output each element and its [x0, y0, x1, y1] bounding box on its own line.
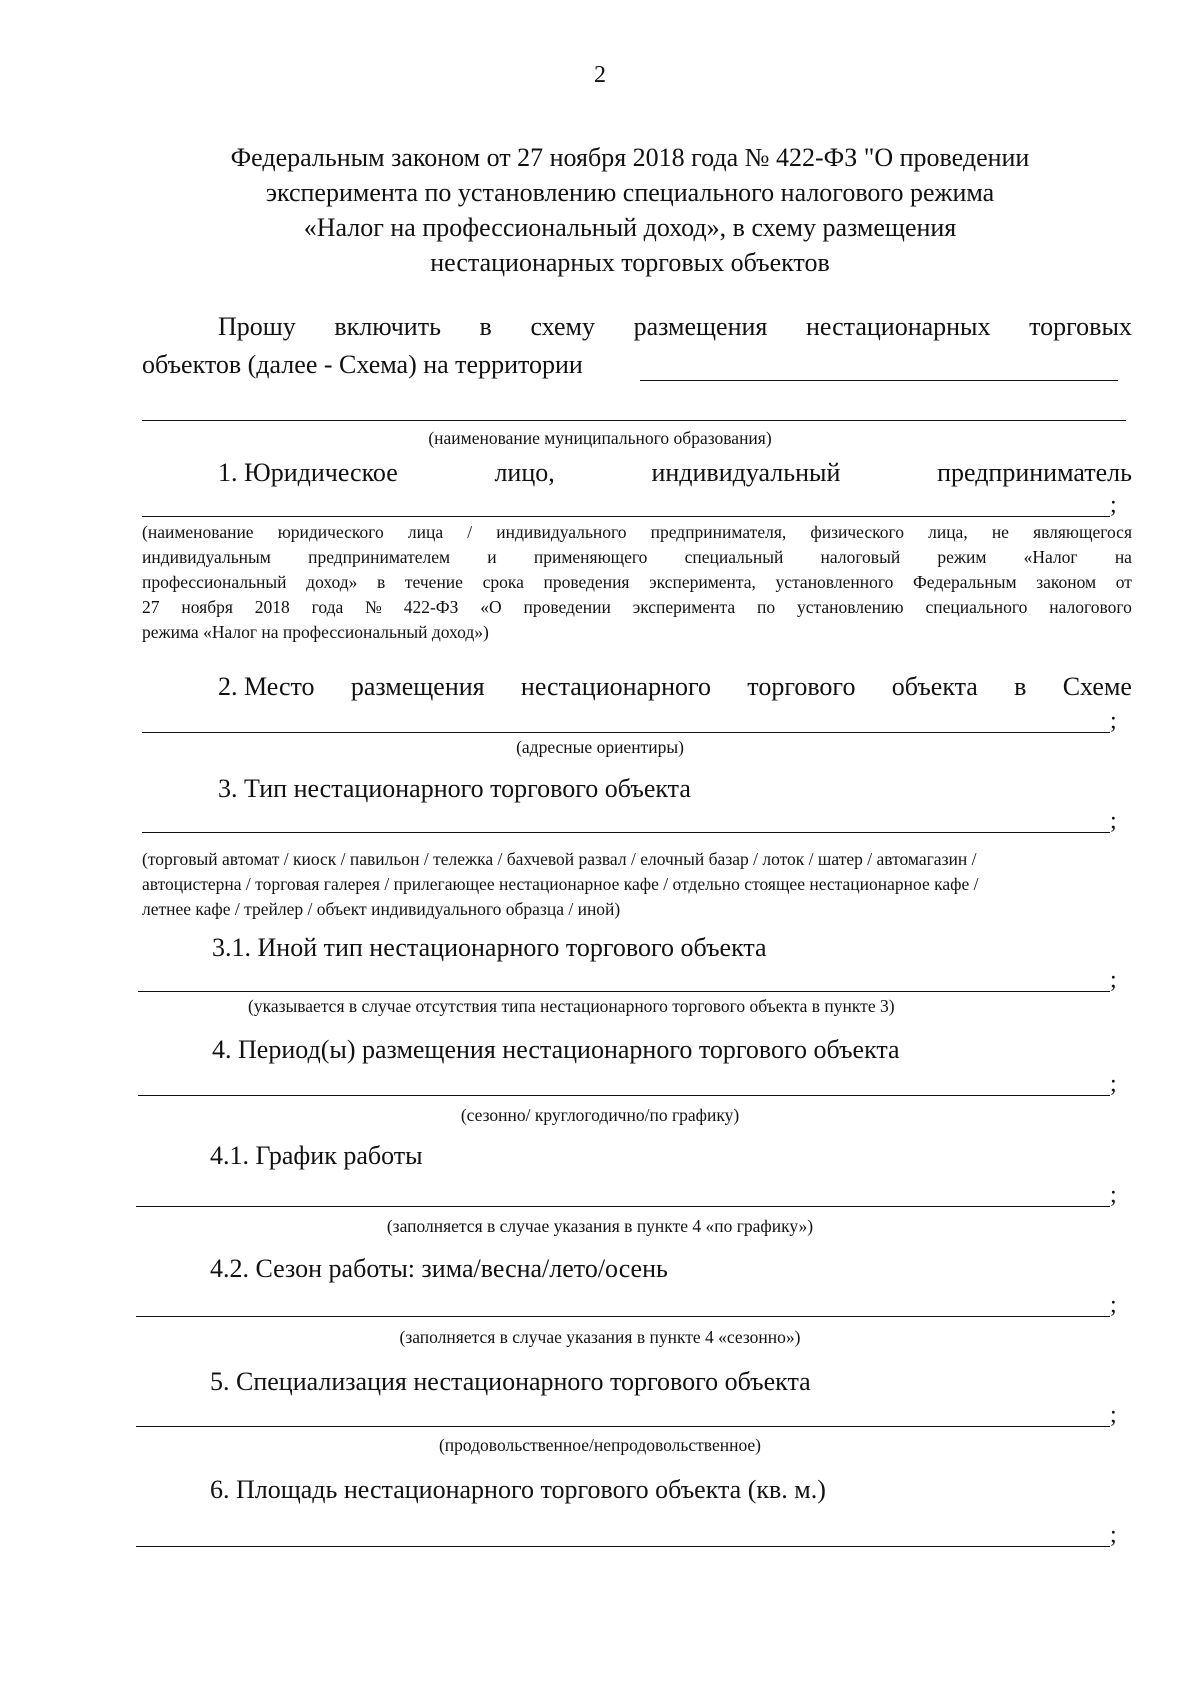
word: лица — [407, 522, 444, 542]
item-6-fill-line[interactable] — [136, 1546, 1110, 1547]
word: и — [487, 547, 497, 567]
item-2-fill-line[interactable] — [142, 732, 1110, 733]
item-4-heading: 4. Период(ы) размещения нестационарного торгового объекта — [212, 1035, 900, 1064]
word: № — [365, 597, 382, 617]
caption-line: летнее кафе / трейлер / объект индивидуального образца / иной) — [142, 899, 621, 919]
caption-line: режима «Налог на профессиональный доход») — [142, 622, 489, 642]
item-4-semicolon: ; — [1110, 1071, 1117, 1097]
word: 1. Юридическое — [218, 458, 398, 487]
item-4-2-heading: 4.2. Сезон работы: зима/весна/лето/осень — [210, 1254, 668, 1283]
word: индивидуальным — [142, 547, 271, 567]
word: налоговый — [820, 547, 901, 567]
word: ноября — [181, 597, 233, 617]
item-5-semicolon: ; — [1110, 1402, 1117, 1428]
word: применяющего — [533, 547, 648, 567]
item-5-caption: (продовольственное/непродовольственное) — [438, 1435, 762, 1455]
caption-line — [142, 595, 1132, 620]
word: 2018 — [254, 597, 290, 617]
word: 2. Место — [218, 672, 315, 701]
item-1-semicolon: ; — [1110, 492, 1117, 518]
caption-line — [142, 520, 1132, 545]
word: не — [991, 522, 1009, 542]
word: предпринимателем — [308, 547, 451, 567]
word: индивидуальный — [651, 458, 841, 487]
word: объекта — [891, 672, 978, 701]
word: нестационарного — [520, 672, 711, 701]
item-4-2-fill-line[interactable] — [136, 1316, 1110, 1317]
document-title — [130, 140, 1130, 280]
item-1-fill-line[interactable] — [142, 516, 1110, 517]
word: по — [757, 597, 776, 617]
word: в — [377, 572, 386, 592]
word: режим — [937, 547, 987, 567]
word: нестационарных — [806, 312, 991, 341]
word: установленного — [775, 572, 894, 592]
word: в — [479, 312, 492, 341]
word: «Налог — [1023, 547, 1078, 567]
title-line: нестационарных торговых объектов — [430, 248, 830, 277]
word: лицо, — [494, 458, 555, 487]
word: предпринимателя, — [650, 522, 787, 542]
item-6-semicolon: ; — [1110, 1522, 1117, 1548]
item-5-fill-line[interactable] — [136, 1426, 1110, 1427]
item-1-heading — [218, 458, 1132, 488]
item-1-caption — [142, 520, 1132, 645]
word: схему — [530, 312, 595, 341]
word: эксперимента — [632, 597, 736, 617]
municipality-fill-line[interactable] — [142, 420, 1126, 421]
word: физического — [810, 522, 904, 542]
word: проведении — [523, 597, 611, 617]
request-line-2: объектов (далее - Схема) на территории — [142, 350, 583, 379]
title-line: эксперимента по установлению специального налогового режима — [265, 178, 995, 207]
item-3-fill-line[interactable] — [142, 832, 1110, 833]
word: профессиональный — [142, 572, 287, 592]
word: юридического — [277, 522, 384, 542]
word: года — [311, 597, 344, 617]
word: 27 — [142, 597, 160, 617]
word: 422-ФЗ — [403, 597, 459, 617]
word: от — [1115, 572, 1132, 592]
word: доход» — [306, 572, 358, 592]
word: являющегося — [1033, 522, 1132, 542]
item-3-caption — [142, 847, 1132, 922]
word: / — [467, 522, 473, 542]
item-4-2-semicolon: ; — [1110, 1292, 1117, 1318]
word: на — [1114, 547, 1132, 567]
item-2-heading — [218, 672, 1132, 702]
item-3-1-semicolon: ; — [1110, 967, 1117, 993]
item-4-2-caption: (заполняется в случае указания в пункте 4 «сезонно») — [399, 1327, 801, 1347]
item-6-heading: 6. Площадь нестационарного торгового объекта (кв. м.) — [210, 1475, 826, 1504]
word: предприниматель — [937, 458, 1132, 487]
word: Схеме — [1062, 672, 1132, 701]
item-3-1-heading: 3.1. Иной тип нестационарного торгового объекта — [212, 933, 767, 962]
item-3-1-caption: (указывается в случае отсутствия типа нестационарного торгового объекта в пункте 3) — [248, 996, 895, 1016]
item-4-1-caption: (заполняется в случае указания в пункте 4 «по графику») — [386, 1216, 814, 1236]
word: течение — [404, 572, 463, 592]
item-3-1-fill-line[interactable] — [138, 991, 1110, 992]
page-number: 2 — [594, 62, 606, 88]
word: Прошу — [218, 312, 296, 341]
word: срока — [482, 572, 524, 592]
item-5-heading: 5. Специализация нестационарного торгового объекта — [210, 1367, 811, 1396]
caption-line: автоцистерна / торговая галерея / прилегающее нестационарное кафе / отдельно стоящее нестационарное кафе / — [142, 874, 979, 894]
word: торговых — [1029, 312, 1132, 341]
item-3-semicolon: ; — [1110, 808, 1117, 834]
word: торгового — [747, 672, 856, 701]
municipality-caption: (наименование муниципального образования) — [428, 428, 772, 448]
caption-line — [142, 545, 1132, 570]
territory-fill-line[interactable] — [640, 380, 1118, 381]
item-4-1-heading: 4.1. График работы — [210, 1141, 423, 1170]
title-line: «Налог на профессиональный доход», в схему размещения — [303, 213, 957, 242]
item-2-semicolon: ; — [1110, 708, 1117, 734]
caption-line: (торговый автомат / киоск / павильон / тележка / бахчевой развал / елочный базар / лоток / шатер / автомагазин / — [142, 849, 977, 869]
title-line: Федеральным законом от 27 ноября 2018 года № 422-ФЗ "О проведении — [230, 143, 1030, 172]
item-3-heading: 3. Тип нестационарного торгового объекта — [218, 774, 691, 803]
item-4-caption: (сезонно/ круглогодично/по графику) — [460, 1105, 740, 1125]
item-2-caption: (адресные ориентиры) — [516, 737, 684, 757]
caption-line — [142, 570, 1132, 595]
word: эксперимента, — [649, 572, 756, 592]
word: законом — [1036, 572, 1097, 592]
word: размещения — [633, 312, 768, 341]
word: специальный — [684, 547, 784, 567]
word: индивидуального — [496, 522, 627, 542]
item-4-1-fill-line[interactable] — [136, 1206, 1110, 1207]
word: включить — [334, 312, 441, 341]
word: (наименование — [142, 522, 254, 542]
request-line-1 — [218, 312, 1132, 342]
word: лица, — [928, 522, 968, 542]
item-4-fill-line[interactable] — [138, 1095, 1110, 1096]
word: Федеральным — [912, 572, 1017, 592]
word: проведения — [543, 572, 630, 592]
word: в — [1014, 672, 1027, 701]
word: установлению — [796, 597, 904, 617]
item-4-1-semicolon: ; — [1110, 1182, 1117, 1208]
word: налогового — [1049, 597, 1132, 617]
word: специального — [925, 597, 1028, 617]
word: «О — [480, 597, 502, 617]
word: размещения — [350, 672, 485, 701]
